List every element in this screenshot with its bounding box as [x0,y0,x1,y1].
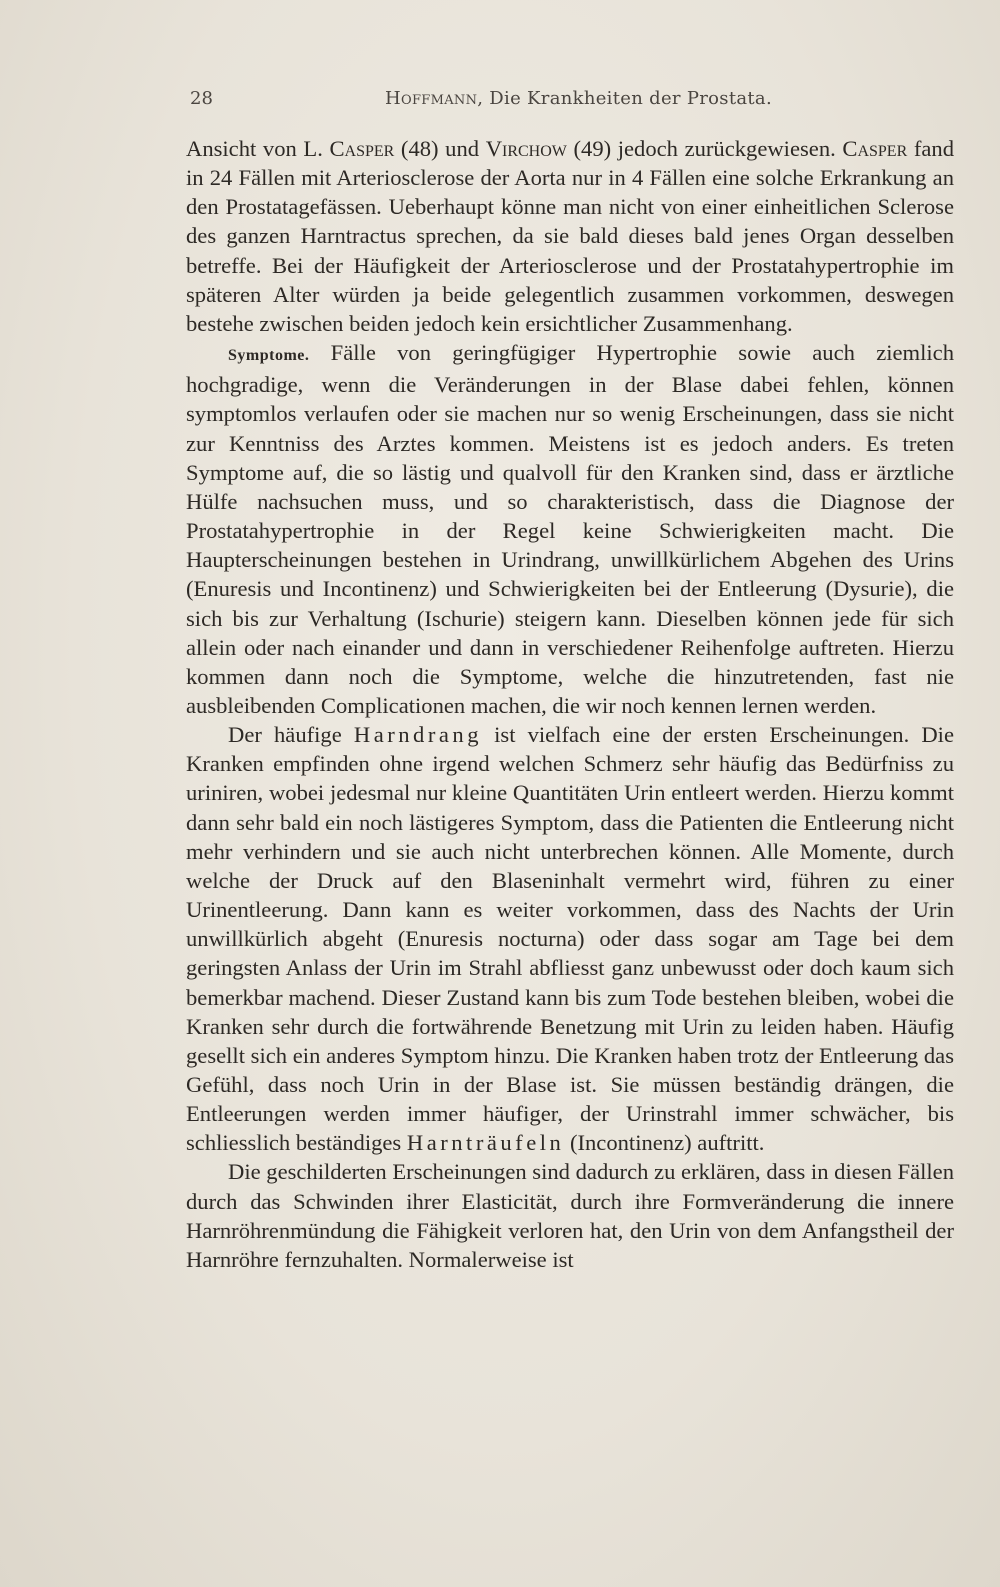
p3-text-2: ist vielfach eine der ersten Erscheinungen. Die Kranken empfinden ohne irgend welchen Schmerz sehr häufig das Bedürfniss zu uriniren, wobei jedesmal nur kleine Quantitäten Urin entleert werden. Hierzu kommt dann sehr bald ein noch lästigeres Symptom, dass die Patienten die Entleerung nicht mehr verhindern und sie auch nicht unterbrechen können. Alle Momente, durch welche der Druck auf den Blaseninhalt vermehrt wird, führen zu einer Urinentleerung. Dann kann es weiter vorkommen, dass des Nachts der Urin unwillkürlich abgeht (Enuresis nocturna) oder dass sogar am Tage bei dem geringsten Anlass der Urin im Strahl abfliesst ganz unbewusst oder doch kaum sich bemerkbar machend. Dieser Zustand kann bis zum Tode bestehen bleiben, wobei die Kranken sehr durch die fortwährende Benetzung mit Urin zu leiden haben. Häufig gesellt sich ein anderes Symptom hinzu. Die Kranken haben trotz der Entleerung das Gefühl, dass noch Urin in der Blase ist. Sie müssen beständig drängen, die Entleerungen werden immer häufiger, der Urinstrahl immer schwächer, bis schliesslich beständiges [186,722,954,1156]
paragraph-2 [186,338,954,720]
p1-text-1: Ansicht von L. [186,136,330,161]
p3-text-3: (Incontinenz) auftritt. [564,1130,765,1156]
paragraph-3 [186,720,954,1157]
running-head [385,88,772,109]
page-number: 28 [190,88,213,109]
running-head-author: Hoffmann [385,88,478,109]
author-virchow: Virchow [485,136,567,161]
body-text [186,134,954,1274]
p1-text-4: fand in 24 Fällen mit Arteriosclerose der Aorta nur in 4 Fällen eine solche Erkrankung an den Prostatagefässen. Ueberhaupt könne man nicht von einer einheitlichen Sclerose des ganzen Harntractus sprechen, da sie bald dieses bald jenes Organ desselben betreffe. Bei der Häufigkeit der Arteriosclerose und der Prostatahypertrophie im späteren Alter würden ja beide gelegentlich zusammen vorkommen, deswegen bestehe zwischen beiden jedoch kein ersichtlicher Zusammenhang. [186,136,955,336]
running-head-title: , Die Krankheiten der Prostata. [477,88,772,109]
term-harndrang: Harndrang [353,722,482,748]
term-harntraeufeln: Harnträufeln [406,1130,565,1156]
paragraph-4 [186,1157,954,1274]
section-heading-symptome: Symptome. [228,347,310,365]
p3-text-1: Der häufige [228,722,354,748]
p4-text: Die geschilderten Erscheinungen sind dadurch zu erklären, dass in diesen Fällen durch das Schwinden ihrer Elasticität, durch ihre Formveränderung die innere Harnröhrenmündung die Fähigkeit verloren hat, den Urin von dem Anfangstheil der Harnröhre fernzuhalten. Normalerweise ist [186,1159,954,1272]
author-casper-2: Casper [842,136,908,161]
page-header [190,88,960,116]
p1-text-3: (49) jedoch zurückgewiesen. [566,136,843,161]
p1-text-2: (48) und [394,136,486,161]
paragraph-1 [186,134,954,338]
author-casper: Casper [329,136,395,161]
p2-text: Fälle von geringfügiger Hypertrophie sowie auch ziemlich hochgradige, wenn die Veränderungen in der Blase dabei fehlen, können symptomlos verlaufen oder sie machen nur so wenig Erscheinungen, dass sie nicht zur Kenntniss des Arztes kommen. Meistens ist es jedoch anders. Es treten Symptome auf, die so lästig und qualvoll für den Kranken sind, dass er ärztliche Hülfe nachsuchen muss, und so charakteristisch, dass die Diagnose der Prostatahypertrophie in der Regel keine Schwierigkeiten macht. Die Haupterscheinungen bestehen in Urindrang, unwillkürlichem Abgehen des Urins (Enuresis und Incontinenz) und Schwierigkeiten bei der Entleerung (Dysurie), die sich bis zur Verhaltung (Ischurie) steigern kann. Dieselben können jede für sich allein oder nach einander und dann in verschiedener Reihenfolge auftreten. Hierzu kommen dann noch die Symptome, welche die hinzutretenden, fast nie ausbleibenden Complicationen machen, die wir noch kennen lernen werden. [186,340,954,718]
